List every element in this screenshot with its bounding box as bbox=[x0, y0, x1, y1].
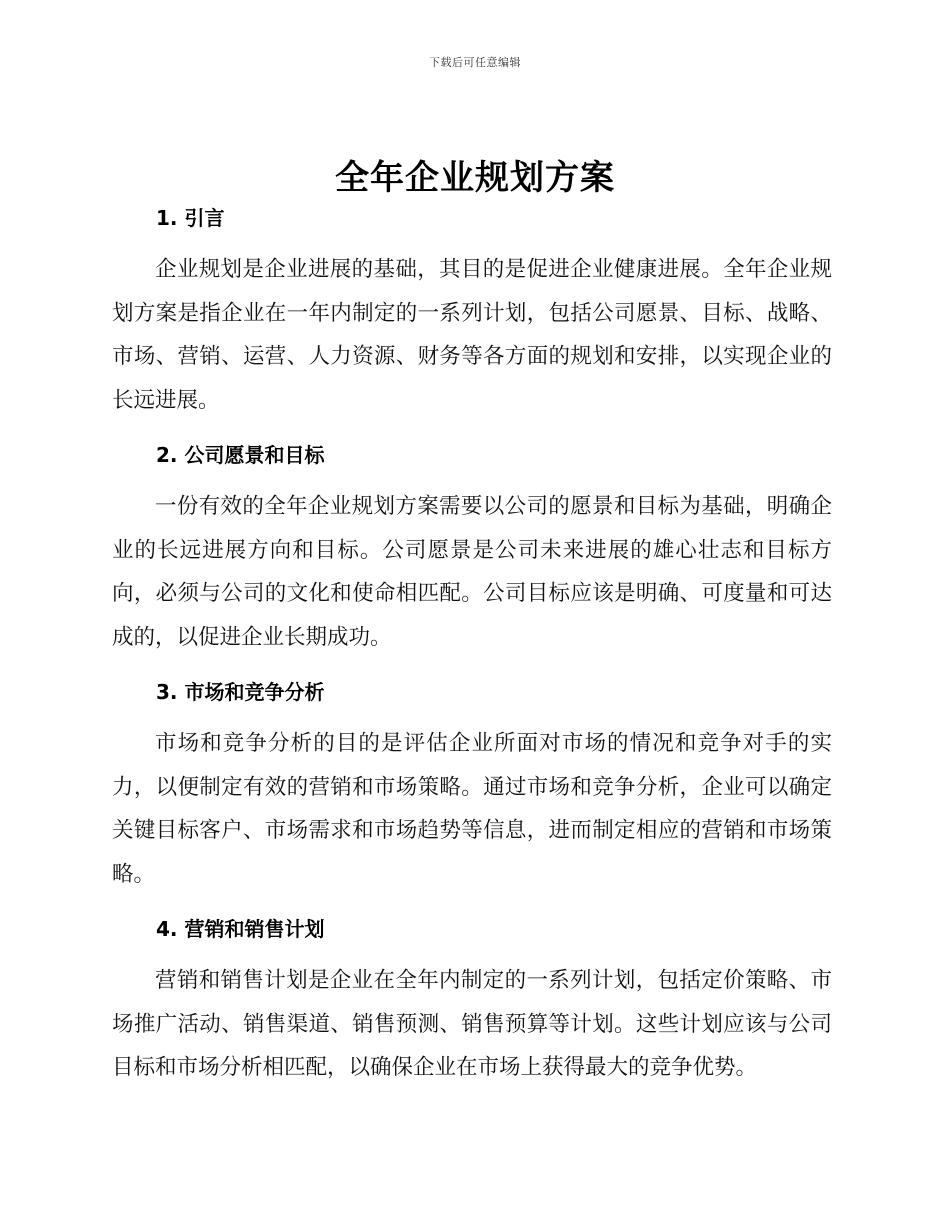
header-note: 下载后可任意编辑 bbox=[429, 56, 521, 69]
section-heading: 1. 引言 bbox=[156, 206, 225, 230]
section-paragraph: 一份有效的全年企业规划方案需要以公司的愿景和目标为基础，明确企业的长远进展方向和目标。公司愿景是公司未来进展的雄心壮志和目标方向，必须与公司的文化和使命相匹配。公司目标应该是明确、可度量和可达成的，以促进企业长期成功。 bbox=[112, 494, 832, 650]
section-heading: 4. 营销和销售计划 bbox=[156, 917, 325, 941]
section-paragraph: 营销和销售计划是企业在全年内制定的一系列计划，包括定价策略、市场推广活动、销售渠道、销售预测、销售预算等计划。这些计划应该与公司目标和市场分析相匹配，以确保企业在市场上获得最大的竞争优势。 bbox=[112, 968, 832, 1080]
section-paragraph: 企业规划是企业进展的基础，其目的是促进企业健康进展。全年企业规划方案是指企业在一年内制定的一系列计划，包括公司愿景、目标、战略、市场、营销、运营、人力资源、财务等各方面的规划和安排，以实现企业的长远进展。 bbox=[112, 257, 832, 413]
section-introduction bbox=[112, 200, 832, 422]
document-title: 全年企业规划方案 bbox=[335, 158, 615, 198]
section-vision-goals bbox=[112, 437, 832, 659]
document-content bbox=[112, 200, 832, 1105]
section-paragraph: 市场和竞争分析的目的是评估企业所面对市场的情况和竞争对手的实力，以便制定有效的营销和市场策略。通过市场和竞争分析，企业可以确定关键目标客户、市场需求和市场趋势等信息，进而制定相应的营销和市场策略。 bbox=[112, 731, 832, 887]
section-heading: 2. 公司愿景和目标 bbox=[156, 443, 325, 467]
section-marketing-sales bbox=[112, 911, 832, 1090]
section-market-analysis bbox=[112, 674, 832, 896]
section-heading: 3. 市场和竞争分析 bbox=[156, 680, 325, 704]
